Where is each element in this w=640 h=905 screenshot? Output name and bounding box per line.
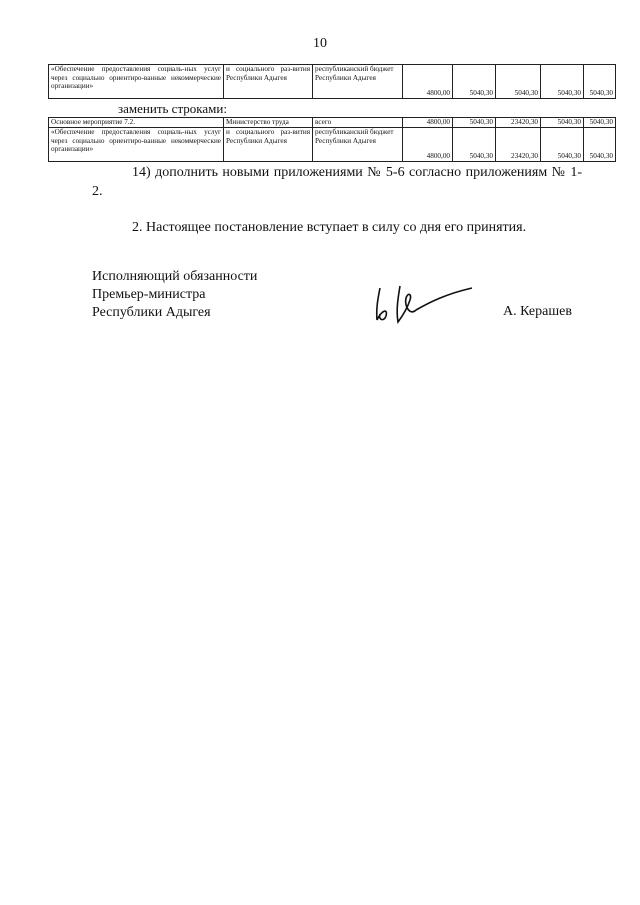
value-cell: 5040,30 xyxy=(584,65,616,99)
funding-source-cell: республиканский бюджет Республики Адыгея xyxy=(313,128,403,162)
executor-cell: Министерство труда xyxy=(224,118,313,128)
activity-name-cell: «Обеспечение предоставления социаль-ных услуг через социально ориентиро-ванные некоммерческие организации» xyxy=(49,65,224,99)
value-cell: 5040,30 xyxy=(584,118,616,128)
signer-title-line: Исполняющий обязанности xyxy=(92,269,258,284)
value-cell: 4800,00 xyxy=(403,118,453,128)
value-cell: 5040,30 xyxy=(453,118,496,128)
table-row xyxy=(49,118,616,128)
funding-source-cell: республиканский бюджет Республики Адыгея xyxy=(313,65,403,99)
replace-label: заменить строками: xyxy=(118,101,227,116)
value-cell: 5040,30 xyxy=(453,128,496,162)
value-cell: 5040,30 xyxy=(496,65,541,99)
budget-table-old xyxy=(48,64,616,99)
signer-title-line: Премьер-министра xyxy=(92,287,206,302)
value-cell: 5040,30 xyxy=(453,65,496,99)
value-cell: 5040,30 xyxy=(541,65,584,99)
value-cell: 4800,00 xyxy=(403,128,453,162)
table-row xyxy=(49,65,616,99)
value-cell: 5040,30 xyxy=(584,128,616,162)
value-cell: 5040,30 xyxy=(541,128,584,162)
handwritten-signature xyxy=(368,280,480,328)
budget-table-new xyxy=(48,117,616,162)
value-cell: 4800,00 xyxy=(403,65,453,99)
funding-source-cell: всего xyxy=(313,118,403,128)
value-cell: 23420,30 xyxy=(496,128,541,162)
value-cell: 23420,30 xyxy=(496,118,541,128)
signer-title-line: Республики Адыгея xyxy=(92,305,211,320)
executor-cell: и социального раз-вития Республики Адыгея xyxy=(224,65,313,99)
executor-cell: и социального раз-вития Республики Адыгея xyxy=(224,128,313,162)
activity-name-cell: «Обеспечение предоставления социаль-ных услуг через социально ориентиро-ванные некоммерческие организации» xyxy=(49,128,224,162)
activity-number-cell: Основное мероприятие 7.2. xyxy=(49,118,224,128)
paragraph-item-2: 2. Настоящее постановление вступает в силу со дня его принятия. xyxy=(132,220,527,235)
table-row xyxy=(49,128,616,162)
signer-name: А. Керашев xyxy=(503,304,572,319)
page-number: 10 xyxy=(313,36,327,51)
signer-title xyxy=(92,268,257,322)
value-cell: 5040,30 xyxy=(541,118,584,128)
paragraph-item-14: 14) дополнить новыми приложениями № 5-6 согласно приложениям № 1-2. xyxy=(92,165,582,199)
